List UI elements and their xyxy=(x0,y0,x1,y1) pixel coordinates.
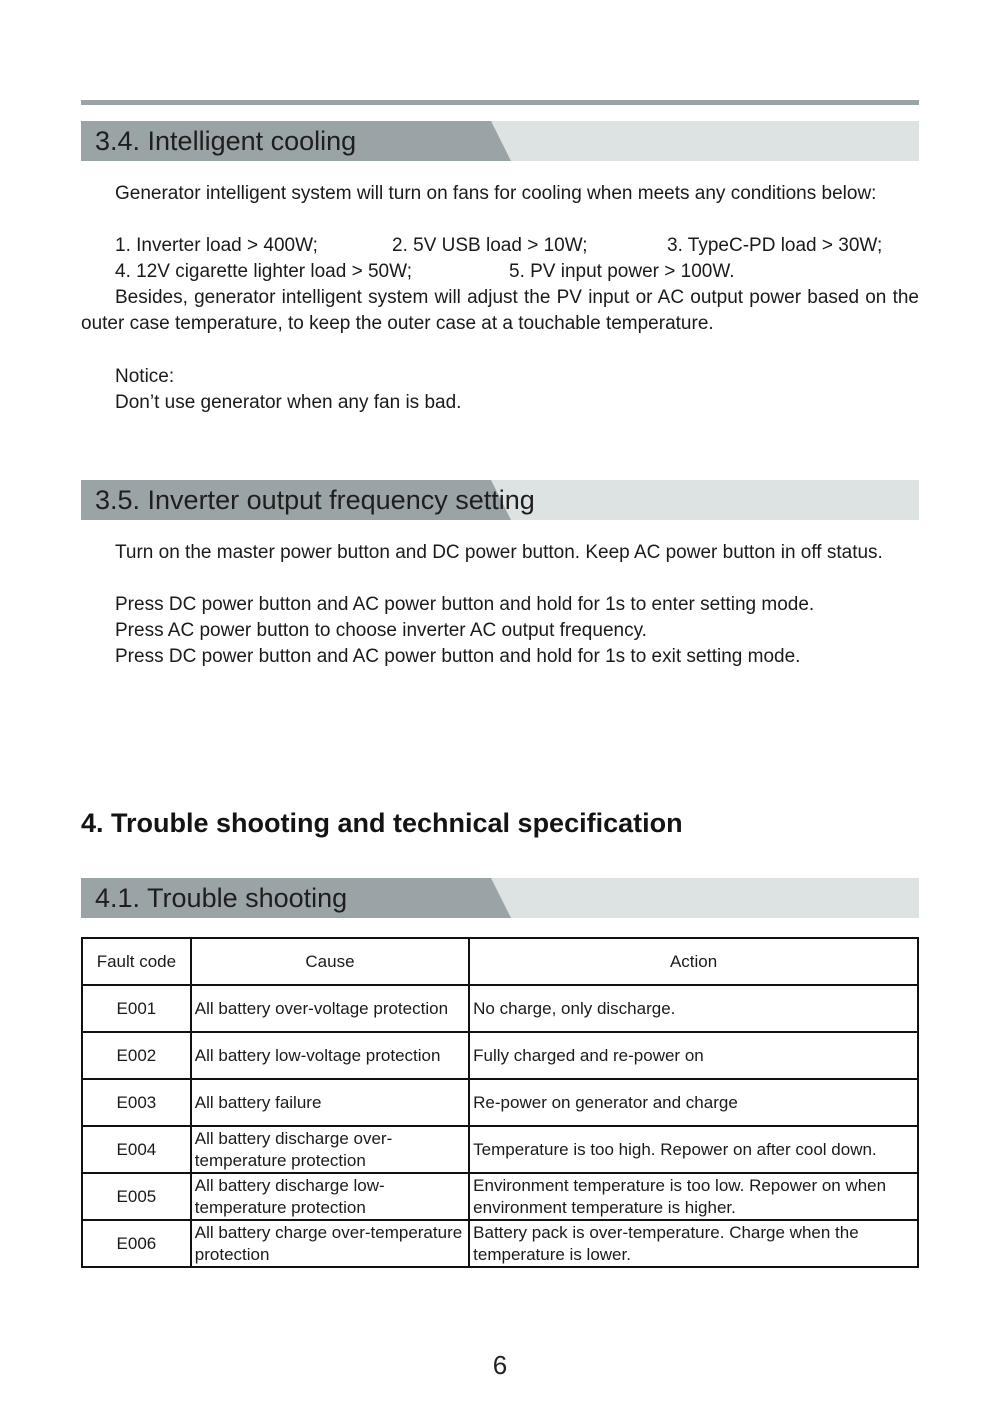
fault-action: No charge, only discharge. xyxy=(469,985,918,1032)
condition-5: 5. PV input power > 100W. xyxy=(509,261,735,282)
fault-action: Re-power on generator and charge xyxy=(469,1079,918,1126)
fault-action: Environment temperature is too low. Repower on when environment temperature is higher. xyxy=(469,1173,918,1220)
fault-code: E006 xyxy=(82,1220,191,1267)
fault-code: E001 xyxy=(82,985,191,1032)
section-3-4-header xyxy=(81,121,919,161)
table-row xyxy=(82,1126,918,1173)
notice-label: Notice: xyxy=(115,366,175,387)
condition-4: 4. 12V cigarette lighter load > 50W; xyxy=(115,261,412,282)
cooling-intro: Generator intelligent system will turn on fans for cooling when meets any conditions below: xyxy=(115,183,877,204)
condition-3: 3. TypeC-PD load > 30W; xyxy=(667,235,883,256)
cooling-adjust-paragraph: Besides, generator intelligent system will adjust the PV input or AC output power based on the outer case temperature, to keep the outer case at a touchable temperature. xyxy=(81,287,919,334)
table-row xyxy=(82,1220,918,1267)
fault-cause: All battery over-voltage protection xyxy=(191,985,469,1032)
frequency-step-2: Press DC power button and AC power button and hold for 1s to enter setting mode. xyxy=(115,594,815,615)
fault-code: E004 xyxy=(82,1126,191,1173)
section-3-4-title: 3.4. Intelligent cooling xyxy=(95,126,357,156)
fault-code: E002 xyxy=(82,1032,191,1079)
table-row xyxy=(82,1032,918,1079)
table-row xyxy=(82,985,918,1032)
fault-action: Battery pack is over-temperature. Charge when the temperature is lower. xyxy=(469,1220,918,1267)
header-action: Action xyxy=(469,938,918,985)
notice-text: Don’t use generator when any fan is bad. xyxy=(115,392,462,413)
frequency-step-4: Press DC power button and AC power button and hold for 1s to exit setting mode. xyxy=(115,646,801,667)
header-fault-code: Fault code xyxy=(82,938,191,985)
table-row xyxy=(82,1173,918,1220)
fault-action: Temperature is too high. Repower on after cool down. xyxy=(469,1126,918,1173)
page-number: 6 xyxy=(492,1350,508,1380)
frequency-step-1: Turn on the master power button and DC power button. Keep AC power button in off status. xyxy=(115,542,883,563)
condition-2: 2. 5V USB load > 10W; xyxy=(392,235,588,256)
header-cause: Cause xyxy=(191,938,469,985)
fault-table xyxy=(81,937,919,1268)
section-4-1-header xyxy=(81,878,919,918)
chapter-4-title: 4. Trouble shooting and technical specification xyxy=(81,808,683,838)
fault-cause: All battery discharge over-temperature protection xyxy=(191,1126,469,1173)
section-3-5-header xyxy=(81,480,919,520)
frequency-step-3: Press AC power button to choose inverter AC output frequency. xyxy=(115,620,647,641)
table-row xyxy=(82,1079,918,1126)
fault-action: Fully charged and re-power on xyxy=(469,1032,918,1079)
fault-cause: All battery failure xyxy=(191,1079,469,1126)
fault-cause: All battery low-voltage protection xyxy=(191,1032,469,1079)
fault-code: E003 xyxy=(82,1079,191,1126)
top-rule xyxy=(81,100,919,105)
fault-cause: All battery discharge low-temperature protection xyxy=(191,1173,469,1220)
fault-cause: All battery charge over-temperature protection xyxy=(191,1220,469,1267)
section-4-1-title: 4.1. Trouble shooting xyxy=(95,883,348,913)
section-3-5-title: 3.5. Inverter output frequency setting xyxy=(95,485,535,515)
condition-1: 1. Inverter load > 400W; xyxy=(115,235,318,256)
fault-code: E005 xyxy=(82,1173,191,1220)
fault-table-header-row xyxy=(82,938,918,985)
